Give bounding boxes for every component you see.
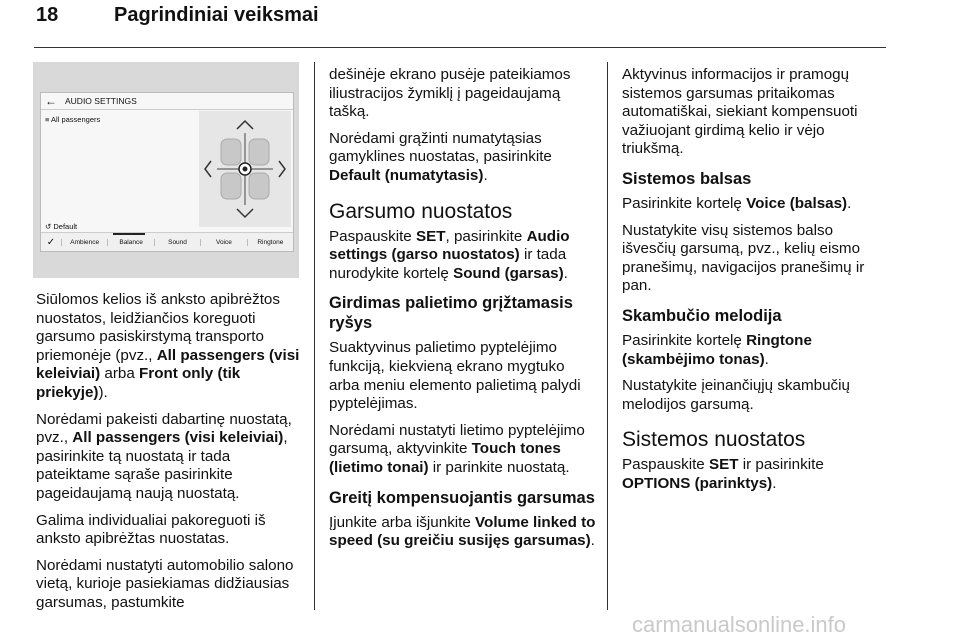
preset-panel (45, 115, 195, 231)
tab-voice: Voice (200, 239, 246, 246)
paragraph: Norėdami pakeisti dabartinę nuostatą, pvz., All passengers (visi keleiviai), pasirinkite tą nuostatą ir tada pateiktame sąraše pasirinkite pageidaujamą naują nuostatą. (36, 410, 292, 502)
chevron-down-icon (237, 209, 253, 217)
subsection-heading: Skambučio melodija (622, 306, 782, 325)
paragraph: Siūlomos kelios iš anksto apibrėžtos nuostatos, leidžiančios koreguoti garsumo pasiskirstymą transporto priemonėje (pvz., All passengers (visi keleiviai) arba Front only (tik priekyje)). (36, 291, 300, 401)
seat-front-right (249, 139, 269, 165)
page-title: Pagrindiniai veiksmai (114, 4, 319, 26)
chevron-left-icon (205, 161, 211, 177)
paragraph: Norėdami grąžinti numatytąsias gamyklines nuostatas, pasirinkite Default (numatytasis). (329, 129, 552, 184)
paragraph: Norėdami nustatyti automobilio salono vietą, kurioje pasiekiamas didžiausias garsumas, pastumkite (36, 556, 294, 611)
header-rule (34, 47, 886, 48)
subsection-heading: Sistemos balsas (622, 169, 752, 188)
default-button: ↺ Default (45, 222, 78, 231)
column-1 (36, 291, 304, 621)
paragraph: Suaktyvinus palietimo pyptelėjimo funkciją, kiekvieną ekrano mygtuko arba meniu elemento palietimą palydi pyptelėjimas. (329, 339, 581, 413)
subsection-heading: Greitį kompensuojantis garsumas (329, 488, 595, 507)
paragraph: Paspauskite SET, pasirinkite Audio settings (garso nuostatos) ir tada nurodykite kortelę Sound (garsas). (329, 227, 570, 282)
audio-settings-figure (33, 62, 299, 278)
chevron-right-icon (279, 161, 285, 177)
seat-balance-panel (199, 111, 291, 227)
balance-marker-dot (243, 167, 248, 172)
preset-selector: ≡ All passengers (45, 115, 101, 124)
back-arrow-icon: ← (45, 94, 57, 108)
active-tab-indicator (113, 233, 145, 235)
screen-tab-bar (41, 232, 293, 251)
column-2 (329, 66, 597, 559)
audio-settings-screen (40, 92, 294, 252)
list-icon: ≡ (45, 115, 52, 124)
paragraph: Nustatykite įeinančiųjų skambučių melodijos garsumą. (622, 377, 850, 413)
column-3 (622, 66, 890, 502)
tab-ambience: Ambience (61, 239, 107, 246)
paragraph: dešinėje ekrano pusėje pateikiamos iliustracijos žymiklį į pageidaujamą tašką. (329, 66, 571, 121)
column-divider-1 (314, 62, 315, 610)
section-heading: Garsumo nuostatos (329, 199, 513, 223)
column-divider-2 (607, 62, 608, 610)
seat-front-left (221, 139, 241, 165)
page-number: 18 (36, 4, 59, 26)
seat-rear-right (249, 173, 269, 199)
watermark: carmanualsonline.info (632, 612, 847, 637)
subsection-heading: Girdimas palietimo grįžtamasis ryšys (329, 294, 573, 333)
paragraph: Norėdami nustatyti lietimo pyptelėjimo garsumą, aktyvinkite Touch tones (lietimo tonai) ir parinkite nuostatą. (329, 421, 585, 476)
section-heading: Sistemos nuostatos (622, 428, 806, 452)
paragraph: Galima individualiai pakoreguoti iš anksto apibrėžtas nuostatas. (36, 511, 266, 548)
seat-rear-left (221, 173, 241, 199)
tab-sound: Sound (154, 239, 200, 246)
paragraph: Aktyvinus informacijos ir pramogų sistemos garsumas pritaikomas automatiškai, siekiant kompensuoti važiuojant girdimą kelio ir vėjo triukšmą. (622, 66, 858, 158)
paragraph: Nustatykite visų sistemos balso išvesčių garsumą, pvz., kelių eismo pranešimų, navigacijos pranešimų ir pan. (622, 221, 865, 295)
paragraph: Pasirinkite kortelę Voice (balsas). (622, 194, 852, 212)
screen-top-bar (41, 93, 293, 110)
seat-illustration (199, 111, 291, 227)
paragraph: Pasirinkite kortelę Ringtone (skambėjimo tonas). (622, 331, 812, 368)
chevron-up-icon (237, 121, 253, 129)
paragraph: Paspauskite SET ir pasirinkite OPTIONS (parinktys). (622, 456, 824, 492)
paragraph: Įjunkite arba išjunkite Volume linked to speed (su greičiu susijęs garsumas). (329, 513, 596, 550)
reset-icon: ↺ (45, 222, 54, 231)
confirm-check-icon: ✓ (46, 236, 56, 248)
tab-balance: Balance (107, 239, 153, 246)
screen-title: AUDIO SETTINGS (65, 96, 137, 106)
tab-ringtone: Ringtone (247, 239, 293, 246)
